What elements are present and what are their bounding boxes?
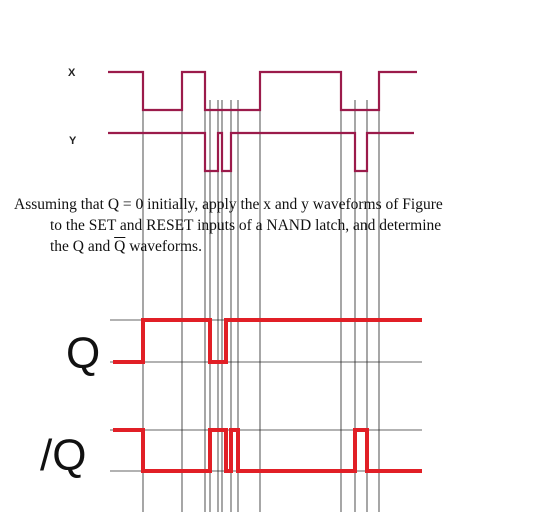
x-signal-label: X bbox=[68, 67, 76, 79]
problem-line-3 bbox=[14, 236, 514, 257]
y-signal-label: Y bbox=[69, 135, 77, 147]
q-signal-label: Q bbox=[66, 329, 101, 378]
qnot-waveform bbox=[113, 430, 422, 471]
qnot-signal-label: /Q bbox=[40, 431, 87, 480]
problem-line-3-start: the Q and bbox=[50, 238, 115, 255]
q-waveform bbox=[113, 320, 422, 362]
problem-line-2: to the SET and RESET inputs of a NAND latch, and determine bbox=[50, 217, 442, 234]
y-waveform bbox=[108, 133, 414, 171]
problem-line-1: Assuming that Q = 0 initially, apply the x and y waveforms of Figure bbox=[14, 196, 443, 213]
problem-statement bbox=[14, 194, 514, 257]
x-waveform bbox=[108, 72, 417, 110]
problem-line-3-end: waveforms. bbox=[125, 238, 202, 255]
time-markers bbox=[143, 72, 379, 512]
q-bar-symbol: $\overline{Q}$ bbox=[114, 238, 126, 255]
